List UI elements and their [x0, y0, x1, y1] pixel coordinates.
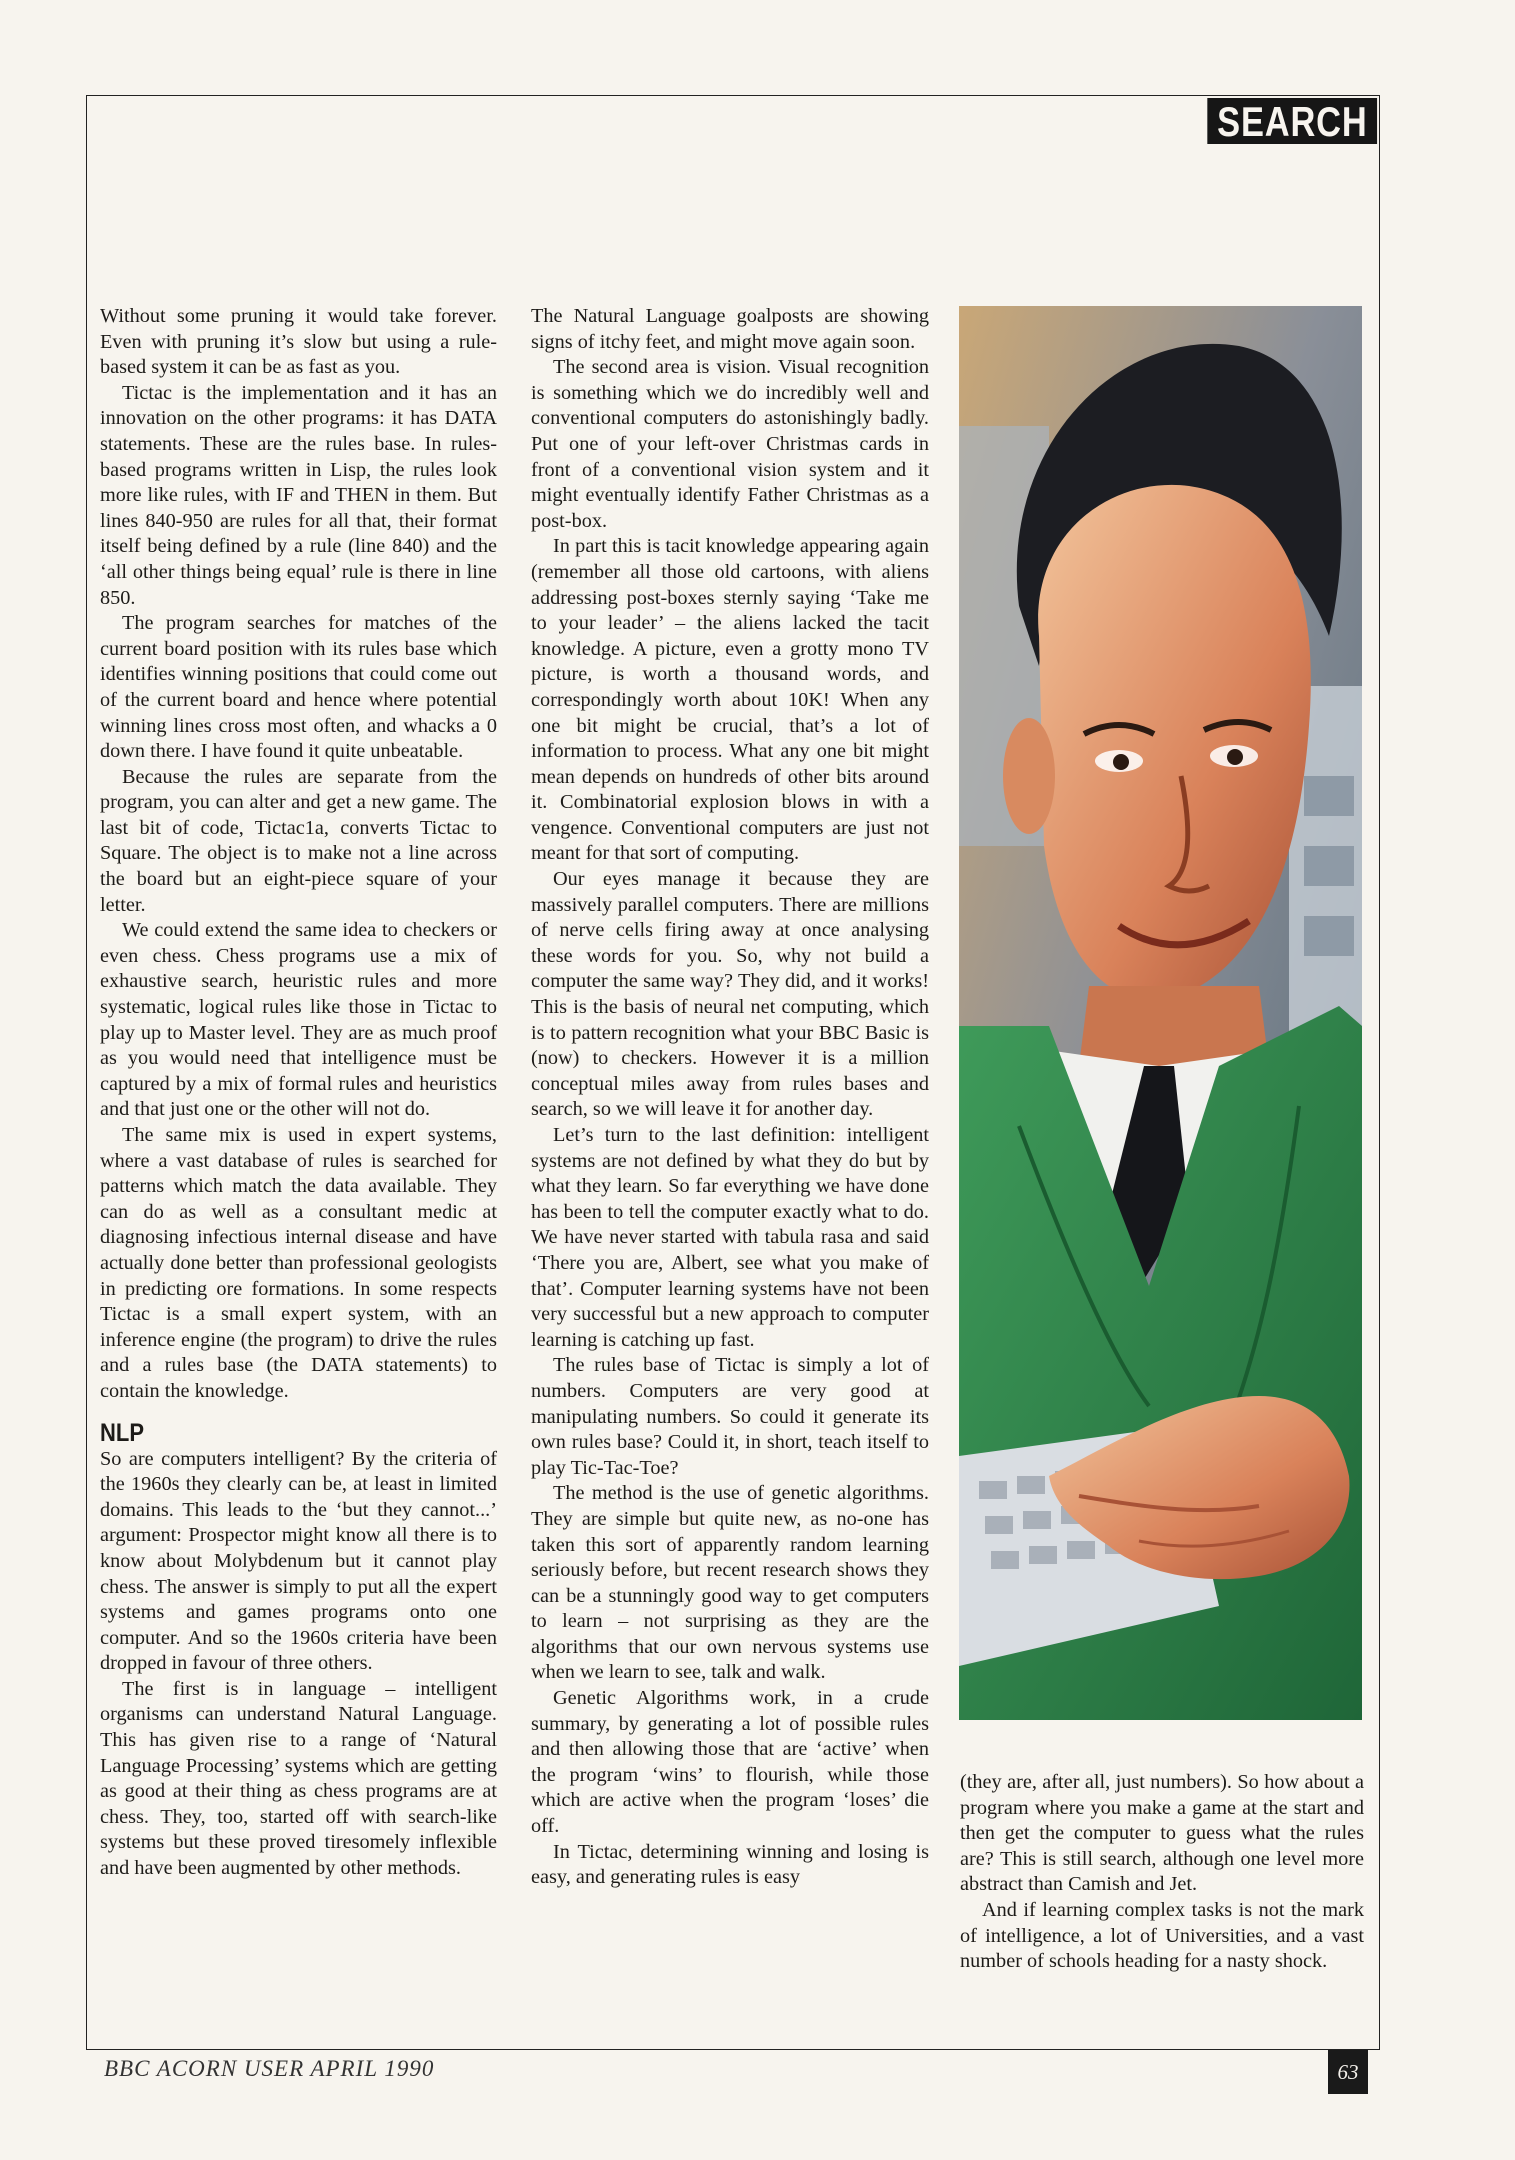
- paragraph: The same mix is used in expert systems, where a vast database of rules is searched for patterns which match the data available. They can do as well as a consultant medic at diagnosing infectious internal disease and have actually done better than professional geologists in predicting ore formations. In some respects Tictac is a small expert system, with an inference engine (the program) to drive the rules and a rules base (the DATA statements) to contain the knowledge.: [100, 1124, 497, 1402]
- paragraph: The rules base of Tictac is simply a lot of numbers. Computers are very good at manipulating numbers. So could it generate its own rules base? Could it, in short, teach itself to play Tic-Tac-Toe?: [531, 1354, 929, 1479]
- paragraph: In Tictac, determining winning and losing is easy, and generating rules is easy: [531, 1840, 929, 1889]
- paragraph: Tictac is the implementation and it has an innovation on the other programs: it has DATA statements. These are the rules base. In rules-based programs written in Lisp, the rules look more like rules, with IF and THEN in them. But lines 840-950 are rules for all that, their format itself being defined by a rule (line 840) and the ‘all other things being equal’ rule is there in line 850.: [100, 381, 497, 609]
- paragraph: In part this is tacit knowledge appearing again (remember all those old cartoons, with aliens addressing post-boxes sternly saying ‘Take me to your leader’ – the aliens lacked the tacit knowledge. A picture, even a grotty mono TV picture, is worth a thousand words, and correspondingly worth about 10K! When any one bit might be crucial, that’s a lot of information to process. What any one bit might mean depends on hundreds of other bits around it. Combinatorial explosion blows in with a vengence. Conventional computers are just not meant for that sort of computing.: [531, 535, 929, 865]
- column-3: [960, 1770, 1364, 1975]
- column-1: [100, 304, 497, 1882]
- paragraph: The Natural Language goalposts are showing signs of itchy feet, and might move again soon.: [531, 305, 929, 353]
- paragraph: Because the rules are separate from the program, you can alter and get a new game. The last bit of code, Tictac1a, converts Tictac to Square. The object is to make not a line across the board but an eight-piece square of your letter.: [100, 765, 497, 916]
- column-2: [531, 304, 929, 1891]
- paragraph: We could extend the same idea to checkers or even chess. Chess programs use a mix of exhaustive search, heuristic rules and more systematic, logical rules like those in Tictac to play up to Master level. They are as much proof as you would need that intelligence must be captured by a mix of formal rules and heuristics and that just one or the other will not do.: [100, 919, 497, 1121]
- paragraph: The first is in language – intelligent organisms can understand Natural Language. This has given rise to a range of ‘Natural Language Processing’ systems which are getting as good at their thing as chess programs are at chess. They, too, started off with search-like systems but these proved tiresomely inflexible and have been augmented by other methods.: [100, 1677, 497, 1880]
- paragraph: So are computers intelligent? By the criteria of the 1960s they clearly can be, at least in limited domains. This leads to the ‘but they cannot...’ argument: Prospector might know all there is to know about Molybdenum but it cannot play chess. The answer is simply to put all the expert systems and games programs onto one computer. And so the 1960s criteria have been dropped in favour of three others.: [100, 1447, 497, 1675]
- paragraph: And if learning complex tasks is not the mark of intelligence, a lot of Universities, and a vast number of schools heading for a nasty shock.: [960, 1898, 1364, 1973]
- paragraph: The method is the use of genetic algorithms. They are simple but quite new, as no-one has taken this sort of apparently random learning seriously before, but recent research shows they can be a stunningly good way to get computers to learn – not surprising as they are the algorithms that our own nervous systems use when we learn to see, talk and walk.: [531, 1482, 929, 1684]
- magazine-footer: BBC ACORN USER APRIL 1990: [104, 2056, 435, 2081]
- paragraph: Let’s turn to the last definition: intelligent systems are not defined by what they do but by what they learn. So far everything we have done has been to tell the computer exactly what to do. We have never started with tabula rasa and said ‘There you are, Albert, see what you make of that’. Computer learning systems have not been very successful but a new approach to computer learning is catching up fast.: [531, 1124, 929, 1351]
- section-tag: SEARCH: [1207, 98, 1377, 144]
- paragraph: The second area is vision. Visual recognition is something which we do incredibly well and conventional computers do astonishingly badly. Put one of your left-over Christmas cards in front of a conventional vision system and it might eventually identify Father Christmas as a post-box.: [531, 356, 929, 532]
- subheading: NLP: [100, 1418, 144, 1447]
- paragraph: Our eyes manage it because they are massively parallel computers. There are millions of nerve cells firing away at once analysing these words for you. So, why not build a computer the same way? They did, and it works! This is the basis of neural net computing, which is to pattern recognition what your BBC Basic is (now) to checkers. However it is a million conceptual miles away from rules bases and search, so we will leave it for another day.: [531, 868, 929, 1121]
- paragraph: Without some pruning it would take forever. Even with pruning it’s slow but using a rule-based system it can be as fast as you.: [100, 305, 497, 379]
- page-number: 63: [1328, 2050, 1368, 2094]
- paragraph: (they are, after all, just numbers). So how about a program where you make a game at the start and then get the computer to guess what the rules are? This is still search, although one level more abstract than Camish and Jet.: [960, 1771, 1364, 1896]
- paragraph: Genetic Algorithms work, in a crude summary, by generating a lot of possible rules and then allowing those that are ‘active’ when the program ‘wins’ to flourish, while those which are active when the program ‘loses’ die off.: [531, 1687, 929, 1838]
- paragraph: The program searches for matches of the current board position with its rules base which identifies winning positions that could come out of the current board and hence where potential winning lines cross most often, and whacks a 0 down there. I have found it quite unbeatable.: [100, 612, 497, 763]
- man-with-open-hand-illustration: [959, 306, 1362, 1720]
